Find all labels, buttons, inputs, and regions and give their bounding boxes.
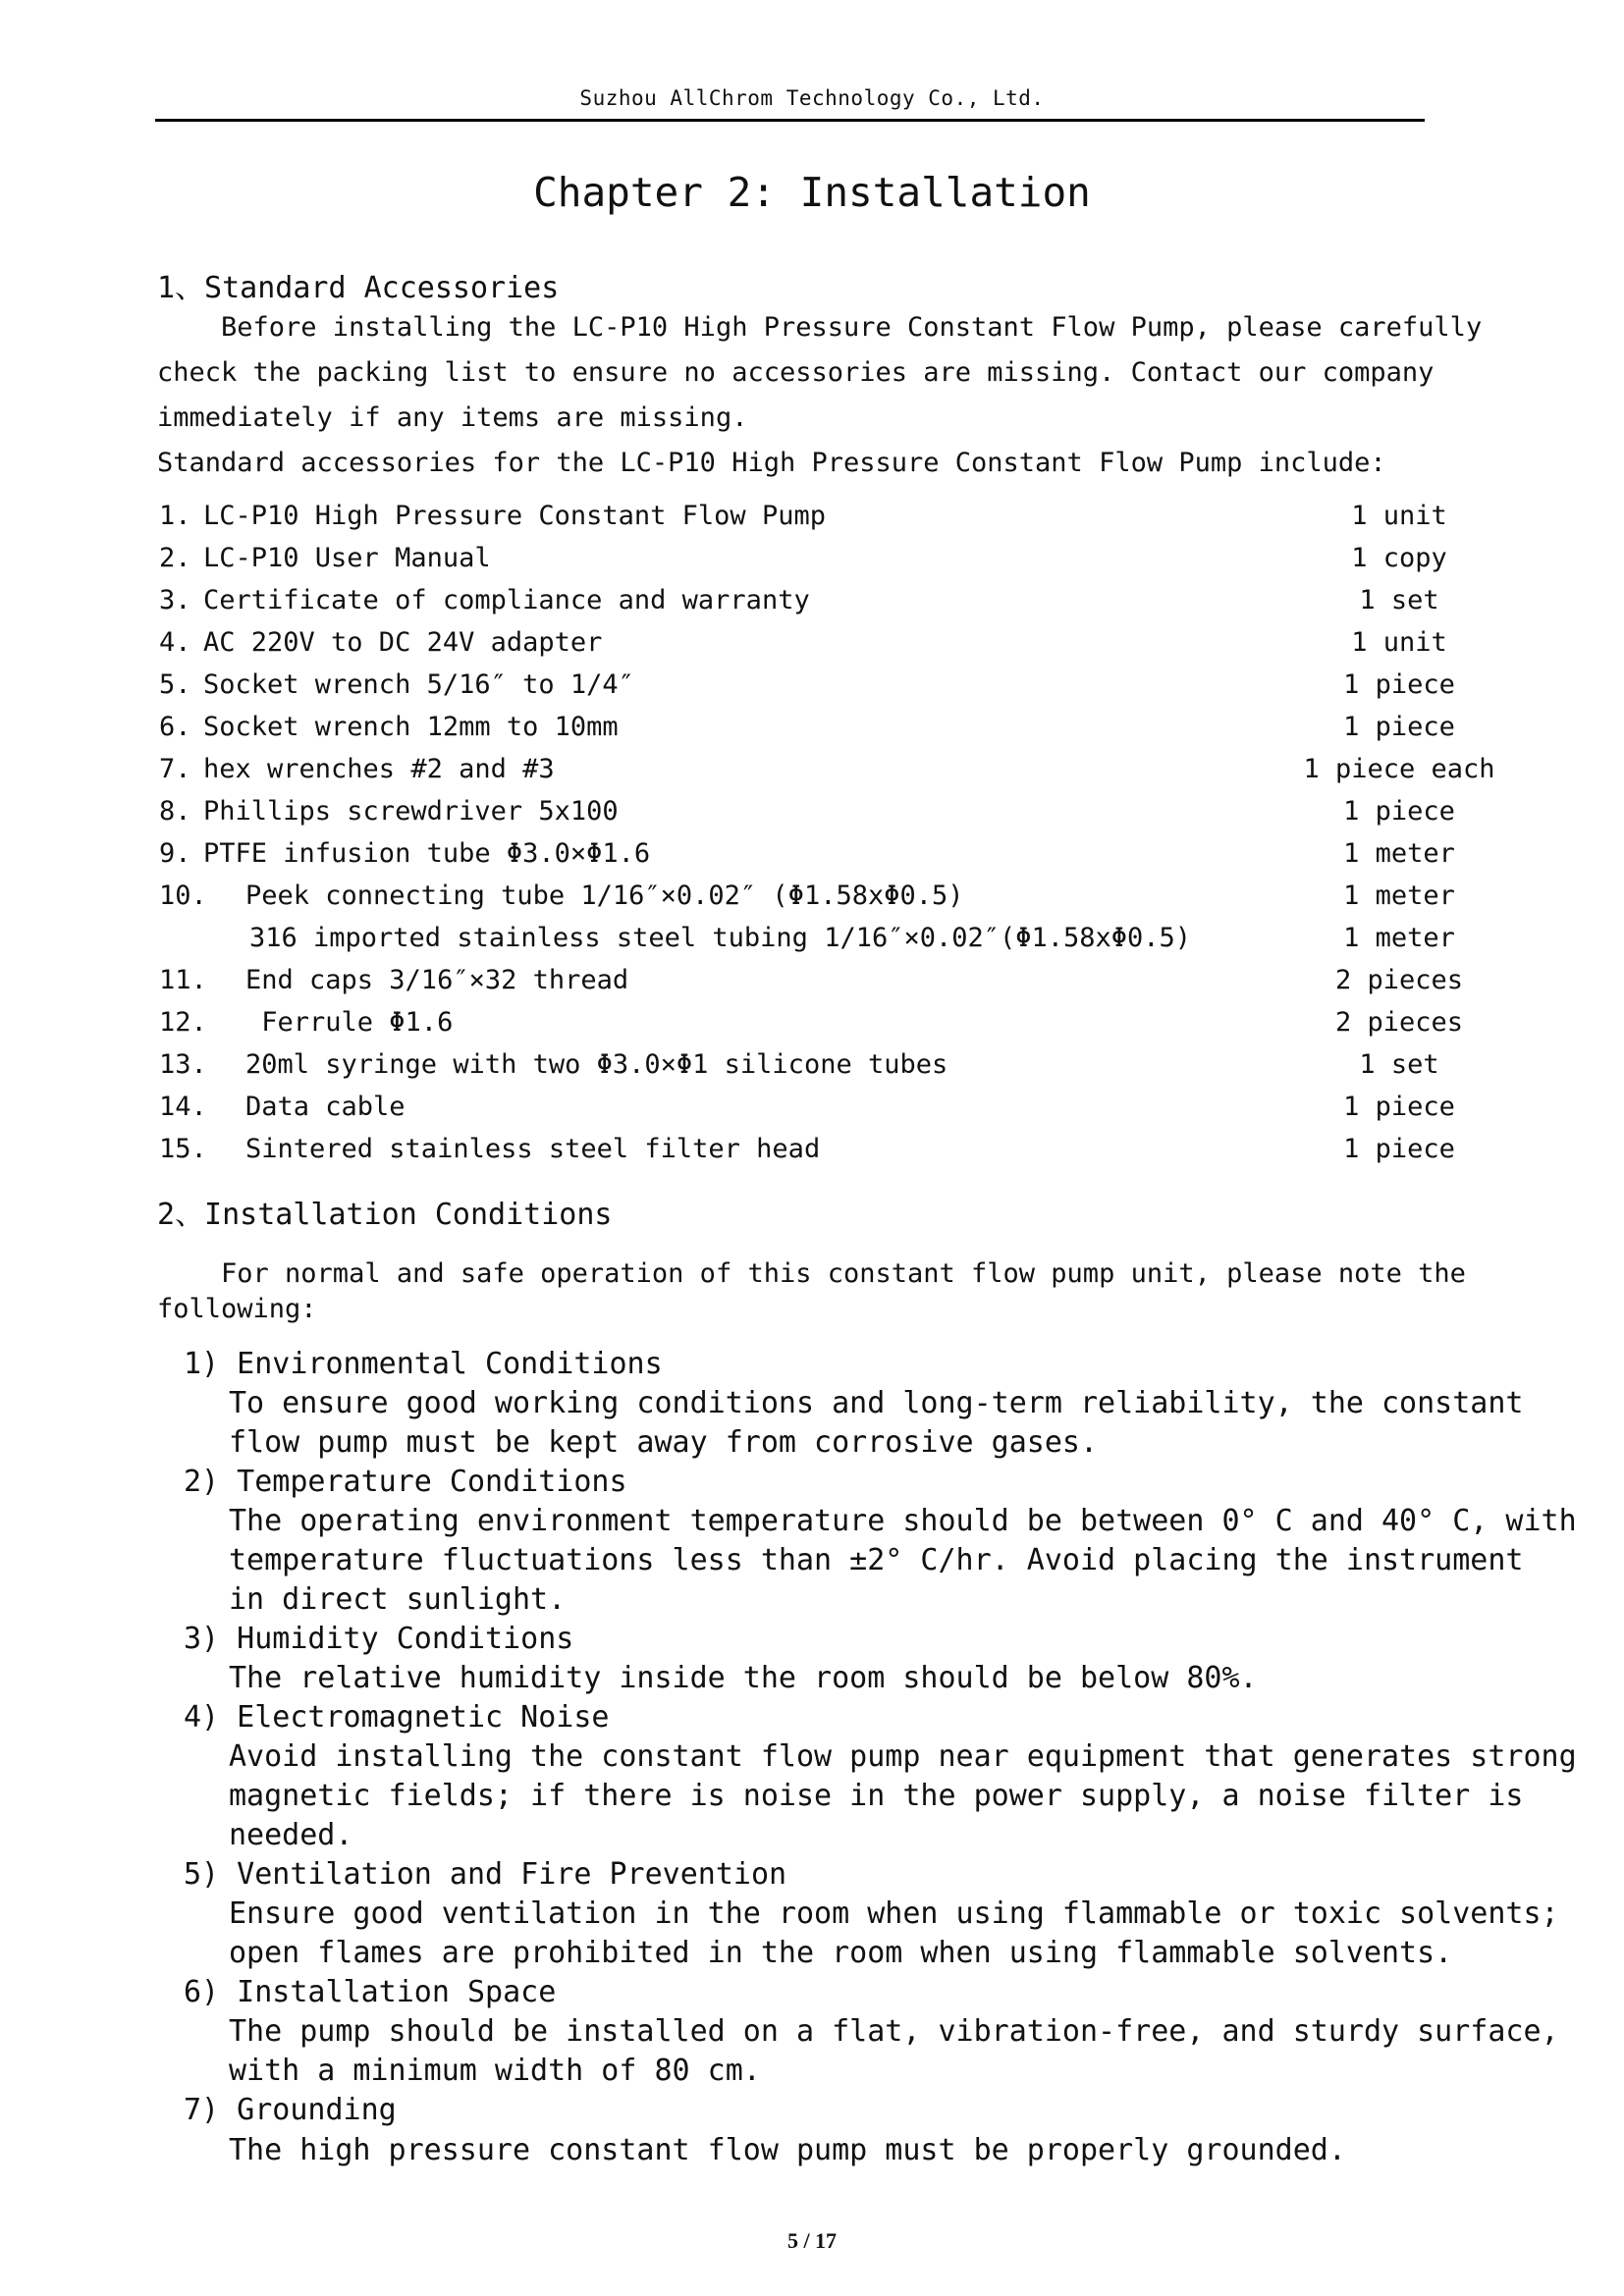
item-quantity: 2 pieces <box>1334 1007 1464 1038</box>
list-item <box>0 669 1624 705</box>
item-number: 4. <box>159 627 191 658</box>
intro-line: Before installing the LC-P10 High Pressure Constant Flow Pump, please carefully <box>157 312 1483 343</box>
page-number: 5 / 17 <box>786 2228 838 2253</box>
condition-heading: 7) Grounding <box>184 2093 397 2127</box>
condition-text: magnetic fields; if there is noise in the power supply, a noise filter is <box>229 1779 1524 1813</box>
item-text: Certificate of compliance and warranty <box>203 585 810 615</box>
item-quantity: 1 piece each <box>1303 754 1495 784</box>
condition-text: The high pressure constant flow pump must be properly grounded. <box>229 2133 1346 2167</box>
item-quantity: 1 unit <box>1351 501 1447 531</box>
condition-text: The relative humidity inside the room should be below 80%. <box>229 1661 1258 1695</box>
item-text: Ferrule Φ1.6 <box>245 1007 454 1038</box>
page-header: Suzhou AllChrom Technology Co., Ltd. <box>579 86 1045 110</box>
chapter-title: Chapter 2: Installation <box>533 169 1091 216</box>
list-item <box>0 881 1624 916</box>
item-text: Sintered stainless steel filter head <box>245 1134 821 1164</box>
item-number: 14. <box>159 1092 207 1122</box>
item-text: Data cable <box>245 1092 406 1122</box>
item-text: LC-P10 User Manual <box>203 543 491 573</box>
list-item <box>0 501 1624 536</box>
item-number: 10. <box>159 881 207 911</box>
item-text: hex wrenches #2 and #3 <box>203 754 555 784</box>
condition-heading: 4) Electromagnetic Noise <box>184 1700 610 1735</box>
item-quantity: 1 meter <box>1343 923 1455 953</box>
list-item <box>0 754 1624 789</box>
item-quantity: 1 meter <box>1343 881 1455 911</box>
condition-heading: 6) Installation Space <box>184 1975 557 2009</box>
condition-text: Ensure good ventilation in the room when using flammable or toxic solvents; <box>229 1896 1559 1931</box>
item-quantity: 1 set <box>1359 1049 1439 1080</box>
list-item <box>0 923 1624 958</box>
intro-line: For normal and safe operation of this constant flow pump unit, please note the <box>157 1258 1466 1289</box>
item-text: PTFE infusion tube Φ3.0×Φ1.6 <box>203 838 651 869</box>
condition-text: Avoid installing the constant flow pump near equipment that generates strong <box>229 1739 1577 1774</box>
item-text: LC-P10 High Pressure Constant Flow Pump <box>203 501 826 531</box>
list-item <box>0 1092 1624 1127</box>
item-quantity: 1 piece <box>1343 712 1455 742</box>
item-number: 6. <box>159 712 191 742</box>
item-number: 13. <box>159 1049 207 1080</box>
condition-text: with a minimum width of 80 cm. <box>229 2054 761 2088</box>
section-title-accessories: 1、Standard Accessories <box>157 271 560 305</box>
item-number: 15. <box>159 1134 207 1164</box>
list-item <box>0 796 1624 831</box>
item-quantity: 1 piece <box>1343 1092 1455 1122</box>
list-item <box>0 1134 1624 1169</box>
condition-heading: 3) Humidity Conditions <box>184 1622 574 1656</box>
item-quantity: 1 piece <box>1343 669 1455 700</box>
condition-text: flow pump must be kept away from corrosive gases. <box>229 1425 1099 1460</box>
item-quantity: 2 pieces <box>1334 965 1464 995</box>
condition-heading: 1) Environmental Conditions <box>184 1347 663 1381</box>
item-text: 20ml syringe with two Φ3.0×Φ1 silicone tubes <box>245 1049 948 1080</box>
item-quantity: 1 unit <box>1351 627 1447 658</box>
item-number: 11. <box>159 965 207 995</box>
intro-line: following: <box>157 1294 317 1324</box>
condition-heading: 2) Temperature Conditions <box>184 1465 627 1499</box>
condition-text: To ensure good working conditions and long-term reliability, the constant <box>229 1386 1524 1420</box>
item-quantity: 1 meter <box>1343 838 1455 869</box>
condition-text: in direct sunlight. <box>229 1582 567 1617</box>
list-item <box>0 1007 1624 1042</box>
item-quantity: 1 set <box>1359 585 1439 615</box>
item-text: Peek connecting tube 1/16″×0.02″ (Φ1.58xΦ0.5) <box>245 881 964 911</box>
list-item <box>0 712 1624 747</box>
item-text: End caps 3/16″×32 thread <box>245 965 629 995</box>
item-number: 9. <box>159 838 191 869</box>
item-number: 12. <box>159 1007 207 1038</box>
condition-text: The pump should be installed on a flat, vibration-free, and sturdy surface, <box>229 2014 1559 2049</box>
item-text: Socket wrench 12mm to 10mm <box>203 712 619 742</box>
condition-text: temperature fluctuations less than ±2° C/hr. Avoid placing the instrument <box>229 1543 1524 1577</box>
item-quantity: 1 piece <box>1343 796 1455 827</box>
intro-line: immediately if any items are missing. <box>157 402 748 433</box>
item-number: 8. <box>159 796 191 827</box>
list-item <box>0 543 1624 578</box>
item-number: 2. <box>159 543 191 573</box>
intro-line: Standard accessories for the LC-P10 High Pressure Constant Flow Pump include: <box>157 448 1386 478</box>
item-text: Phillips screwdriver 5x100 <box>203 796 619 827</box>
intro-line: check the packing list to ensure no accessories are missing. Contact our company <box>157 357 1435 388</box>
list-item <box>0 585 1624 620</box>
item-text: AC 220V to DC 24V adapter <box>203 627 603 658</box>
item-number: 1. <box>159 501 191 531</box>
section-title-installation-conditions: 2、Installation Conditions <box>157 1198 613 1232</box>
list-item <box>0 965 1624 1000</box>
list-item <box>0 1049 1624 1085</box>
item-quantity: 1 piece <box>1343 1134 1455 1164</box>
list-item <box>0 627 1624 663</box>
list-item <box>0 838 1624 874</box>
condition-text: The operating environment temperature should be between 0° C and 40° C, with <box>229 1504 1577 1538</box>
condition-text: open flames are prohibited in the room when using flammable solvents. <box>229 1936 1453 1970</box>
item-number: 3. <box>159 585 191 615</box>
item-quantity: 1 copy <box>1351 543 1447 573</box>
condition-text: needed. <box>229 1818 353 1852</box>
item-text: Socket wrench 5/16″ to 1/4″ <box>203 669 634 700</box>
header-rule <box>155 119 1425 122</box>
item-text: 316 imported stainless steel tubing 1/16″×0.02″(Φ1.58xΦ0.5) <box>249 923 1192 953</box>
item-number: 5. <box>159 669 191 700</box>
item-number: 7. <box>159 754 191 784</box>
condition-heading: 5) Ventilation and Fire Prevention <box>184 1857 787 1892</box>
